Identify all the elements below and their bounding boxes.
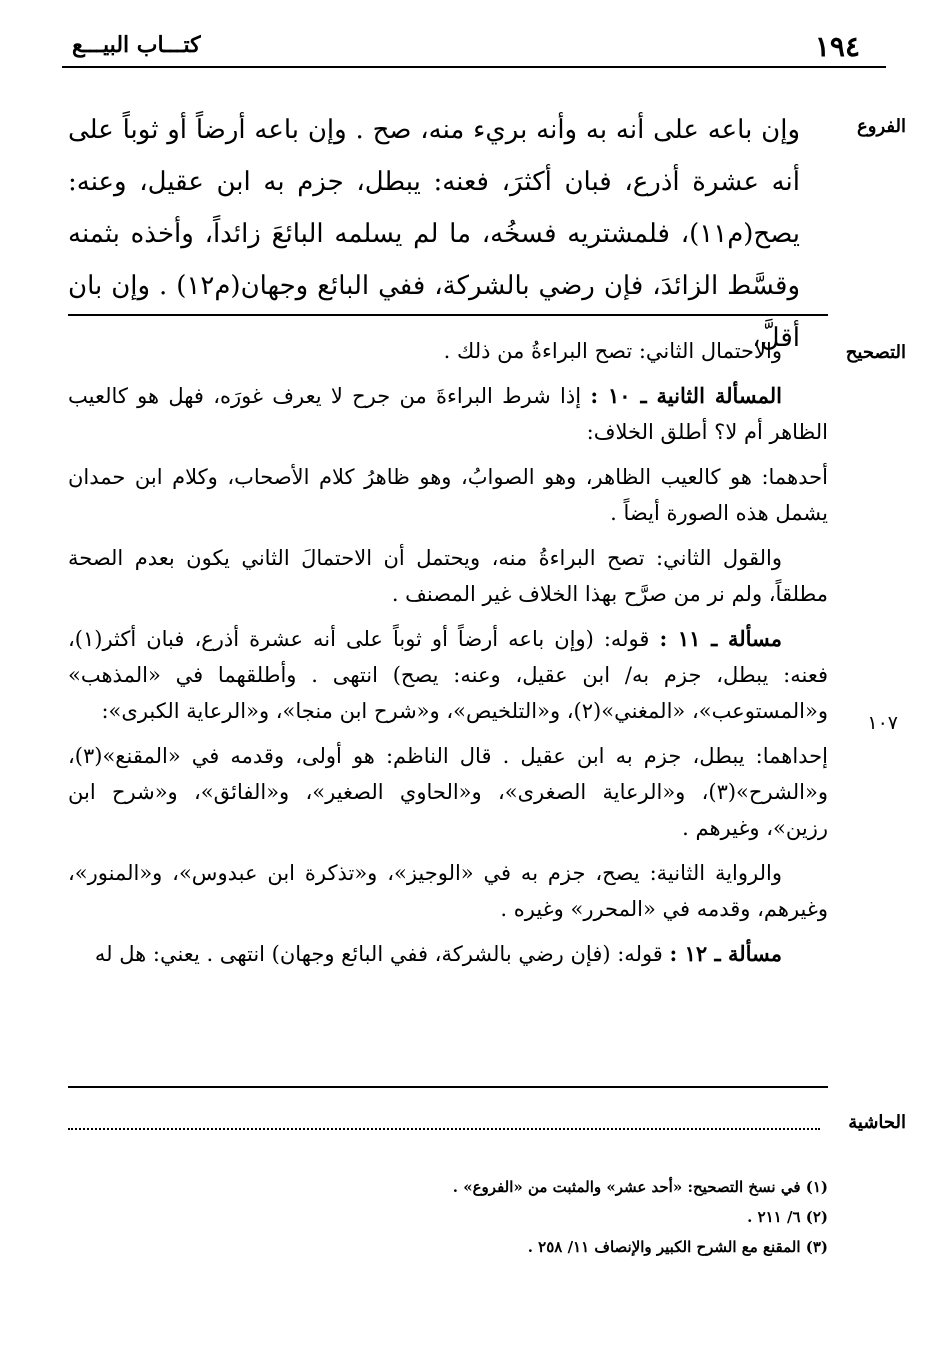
tashih-paragraph: والاحتمال الثاني: تصح البراءةُ من ذلك .	[443, 339, 782, 363]
tashih-paragraph	[68, 378, 828, 450]
footnotes	[68, 1172, 828, 1262]
section-divider	[68, 314, 828, 316]
issue-heading: مسألة ـ ١١ :	[659, 626, 782, 651]
tashih-paragraph: أحدهما: هو كالعيب الظاهر، وهو الصوابُ، وهو ظاهرُ كلام الأصحاب، وكلام ابن حمدان يشمل هذه الصورة أيضاً .	[68, 465, 828, 525]
page-header	[62, 28, 886, 66]
issue-heading: مسألة ـ ١٢ :	[669, 941, 782, 966]
tashih-paragraph	[68, 936, 828, 972]
tashih-paragraph: والقول الثاني: تصح البراءةُ منه، ويحتمل أن الاحتمالَ الثاني يكون بعدم الصحة مطلقاً، ولم نر من صرَّح بهذا الخلاف غير المصنف .	[68, 546, 828, 606]
tashih-paragraph: والرواية الثانية: يصح، جزم به في «الوجيز»، و«تذكرة ابن عبدوس»، و«المنور»، وغيرهم، وقدمه في «المحرر» وغيره .	[68, 861, 828, 921]
tashih-body	[68, 333, 828, 981]
footnote: (١) في نسخ التصحيح: «أحد عشر» والمثبت من «الفروع» .	[452, 1178, 828, 1196]
section-divider	[68, 1086, 828, 1088]
book-title: كتـــاب البيـــع	[72, 32, 201, 58]
issue-heading: المسألة الثانية ـ ١٠ :	[590, 383, 782, 408]
header-rule	[62, 66, 886, 68]
tashih-paragraph: إحداهما: يبطل، جزم به ابن عقيل . قال الناظم: هو أولى، وقدمه في «المقنع»(٣)، و«الشرح»(٣)، و«الرعاية الصغرى»، و«الحاوي الصغير»، و«الفائق»، و«شرح ابن رزين»، وغيرهم .	[68, 744, 828, 840]
page-number: ١٩٤	[814, 30, 860, 63]
issue-text: إذا شرط البراءةَ من جرح لا يعرف غورَه، فهل هو كالعيب الظاهر أم لا؟ أطلق الخلاف:	[68, 384, 828, 444]
tashih-paragraph	[68, 621, 828, 729]
section-label-furu: الفروع	[857, 116, 906, 137]
section-label-hashiya: الحاشية	[848, 1112, 906, 1133]
issue-text: قوله: (وإن باعه أرضاً أو ثوباً على أنه عشرة أذرع، فبان أكثر(١)، فعنه: يبطل، جزم به/ ابن عقيل، وعنه: يصح) انتهى . وأطلقهما في «المذهب» و«المستوعب»، «المغني»(٢)، و«التلخيص»، و«شرح ابن منجا»، و«الرعاية الكبرى»:	[68, 627, 828, 723]
footnote: (٢) ٦/ ٢١١ .	[747, 1208, 828, 1226]
issue-text: قوله: (فإن رضي بالشركة، ففي البائع وجهان) انتهى . يعني: هل له	[94, 942, 663, 966]
section-label-tashih: التصحيح	[845, 342, 906, 363]
footnote: (٣) المقنع مع الشرح الكبير والإنصاف ١١/ ٢٥٨ .	[527, 1238, 828, 1256]
furu-text: وإن باعه على أنه به وأنه بريء منه، صح . وإن باعه أرضاً أو ثوباً على أنه عشرة أذرع، فبان أكثرَ، فعنه: يبطل، جزم به ابن عقيل، وعنه: يصح(م١١)، فلمشتريه فسخُه، ما لم يسلمه البائعَ زائداً، وأخذه بثمنه وقسَّط الزائدَ، فإن رضي بالشركة، ففي البائع وجهان(م١٢) . وإن بان أقلَّ،	[68, 115, 801, 353]
margin-page-ref: ١٠٧	[867, 712, 898, 734]
dotted-leader	[68, 1128, 820, 1130]
